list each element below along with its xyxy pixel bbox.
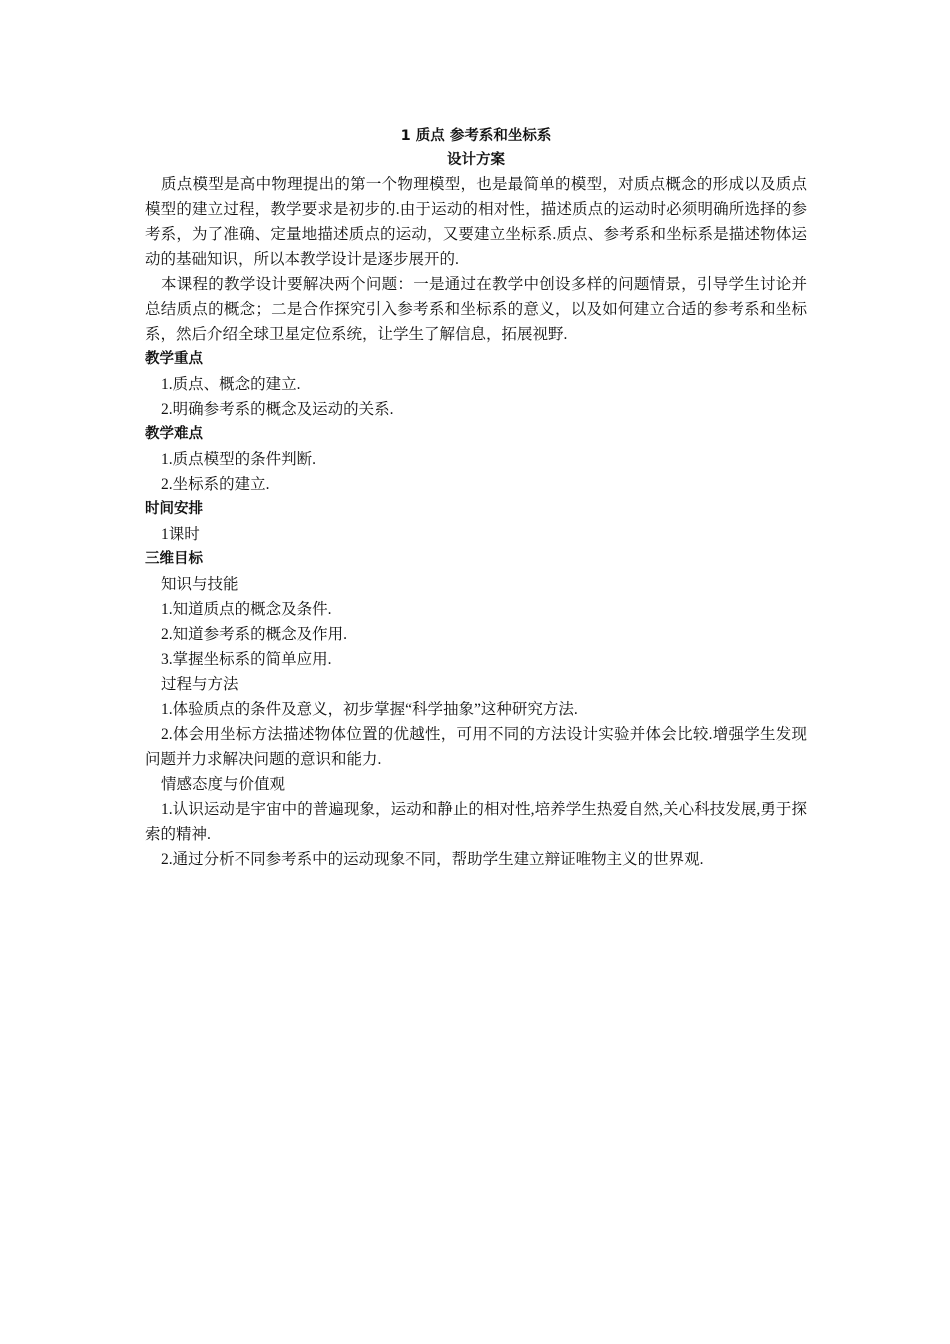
intro-paragraph-1: 质点模型是高中物理提出的第一个物理模型，也是最简单的模型，对质点概念的形成以及质点模型的建立过程，教学要求是初步的.由于运动的相对性，描述质点的运动时必须明确所选择的参考系，为了准确、定量地描述质点的运动，又要建立坐标系.质点、参考系和坐标系是描述物体运动的基础知识，所以本教学设计是逐步展开的. (145, 176, 807, 268)
key-points-heading: 教学重点 (145, 351, 203, 367)
key-point-item: 2.明确参考系的概念及运动的关系. (161, 401, 394, 418)
schedule-heading: 时间安排 (145, 501, 203, 517)
process-item: 1.体验质点的条件及意义，初步掌握“科学抽象”这种研究方法. (161, 701, 578, 718)
difficulties-heading: 教学难点 (145, 426, 203, 442)
key-point-item: 1.质点、概念的建立. (161, 376, 301, 393)
document-page (145, 124, 807, 872)
schedule-item: 1课时 (161, 526, 200, 543)
difficulty-item: 2.坐标系的建立. (161, 476, 270, 493)
emotion-item: 2.通过分析不同参考系中的运动现象不同，帮助学生建立辩证唯物主义的世界观. (161, 851, 704, 868)
knowledge-label: 知识与技能 (161, 576, 239, 593)
document-subtitle: 设计方案 (447, 152, 505, 168)
intro-paragraph-2: 本课程的教学设计要解决两个问题：一是通过在教学中创设多样的问题情景，引导学生讨论并总结质点的概念；二是合作探究引入参考系和坐标系的意义，以及如何建立合适的参考系和坐标系，然后介绍全球卫星定位系统，让学生了解信息，拓展视野. (145, 276, 807, 343)
difficulty-item: 1.质点模型的条件判断. (161, 451, 317, 468)
document-title: 1 质点 参考系和坐标系 (400, 128, 552, 144)
process-label: 过程与方法 (161, 676, 239, 693)
emotion-label: 情感态度与价值观 (161, 776, 286, 793)
objectives-heading: 三维目标 (145, 551, 203, 567)
knowledge-item: 2.知道参考系的概念及作用. (161, 626, 348, 643)
knowledge-item: 3.掌握坐标系的简单应用. (161, 651, 332, 668)
knowledge-item: 1.知道质点的概念及条件. (161, 601, 332, 618)
emotion-item: 1.认识运动是宇宙中的普遍现象，运动和静止的相对性,培养学生热爱自然,关心科技发展,勇于探索的精神. (145, 801, 807, 843)
process-item: 2.体会用坐标方法描述物体位置的优越性，可用不同的方法设计实验并体会比较.增强学生发现问题并力求解决问题的意识和能力. (145, 726, 807, 768)
